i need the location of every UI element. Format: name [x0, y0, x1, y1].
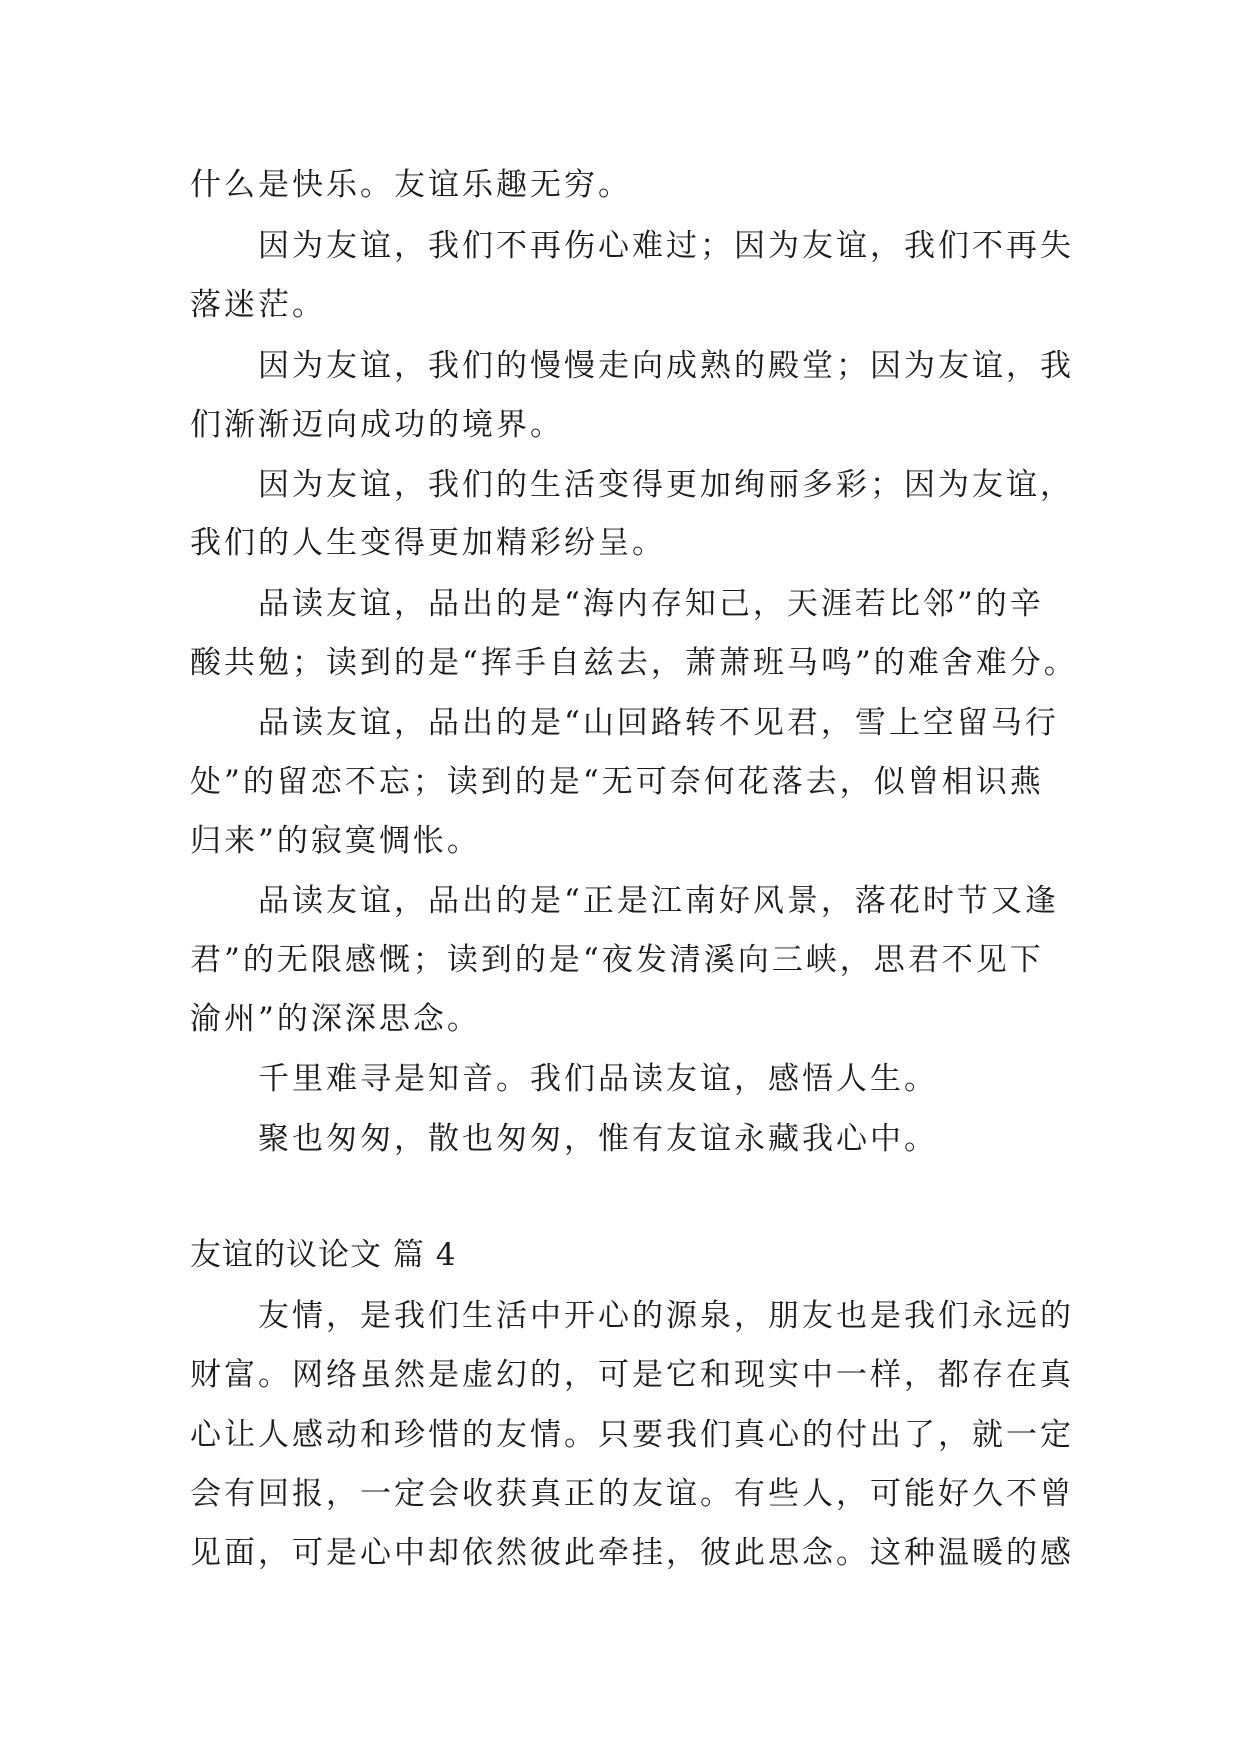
paragraph-start-line: 友情，是我们生活中开心的源泉，朋友也是我们永远的 [258, 1298, 1074, 1334]
text-line: 什么是快乐。友谊乐趣无穷。 [190, 167, 632, 203]
paragraph-start-line: 因为友谊，我们的慢慢走向成熟的殿堂；因为友谊，我 [258, 348, 1074, 384]
text-line: 处”的留恋不忘；读到的是“无可奈何花落去，似曾相识燕 [190, 764, 1044, 800]
paragraph-start-line: 品读友谊，品出的是“正是江南好风景，落花时节又逢 [258, 883, 1059, 919]
text-line: 归来”的寂寞惆怅。 [190, 823, 481, 859]
section-heading: 友谊的议论文 篇 4 [190, 1237, 457, 1273]
paragraph-start-line: 因为友谊，我们的生活变得更加绚丽多彩；因为友谊， [258, 467, 1074, 503]
paragraph-start-line: 千里难寻是知音。我们品读友谊，感悟人生。 [258, 1061, 938, 1097]
paragraph-start-line: 品读友谊，品出的是“山回路转不见君，雪上空留马行 [258, 705, 1059, 741]
text-line: 落迷茫。 [190, 287, 326, 323]
text-line: 见面，可是心中却依然彼此牵挂，彼此思念。这种温暖的感 [190, 1535, 1074, 1571]
text-line: 们渐渐迈向成功的境界。 [190, 407, 564, 443]
text-line: 财富。网络虽然是虚幻的，可是它和现实中一样，都存在真 [190, 1357, 1074, 1393]
text-line: 君”的无限感慨；读到的是“夜发清溪向三峡，思君不见下 [190, 942, 1044, 978]
text-line: 渝州”的深深思念。 [190, 1001, 481, 1037]
text-line: 我们的人生变得更加精彩纷呈。 [190, 525, 666, 561]
text-line: 酸共勉；读到的是“挥手自兹去，萧萧班马鸣”的难舍难分。 [190, 645, 1078, 681]
paragraph-start-line: 因为友谊，我们不再伤心难过；因为友谊，我们不再失 [258, 228, 1074, 264]
paragraph-start-line: 聚也匆匆，散也匆匆，惟有友谊永藏我心中。 [258, 1121, 938, 1157]
text-line: 心让人感动和珍惜的友情。只要我们真心的付出了，就一定 [190, 1417, 1074, 1453]
text-line: 会有回报，一定会收获真正的友谊。有些人，可能好久不曾 [190, 1476, 1074, 1512]
paragraph-start-line: 品读友谊，品出的是“海内存知己，天涯若比邻”的辛 [258, 586, 1044, 622]
